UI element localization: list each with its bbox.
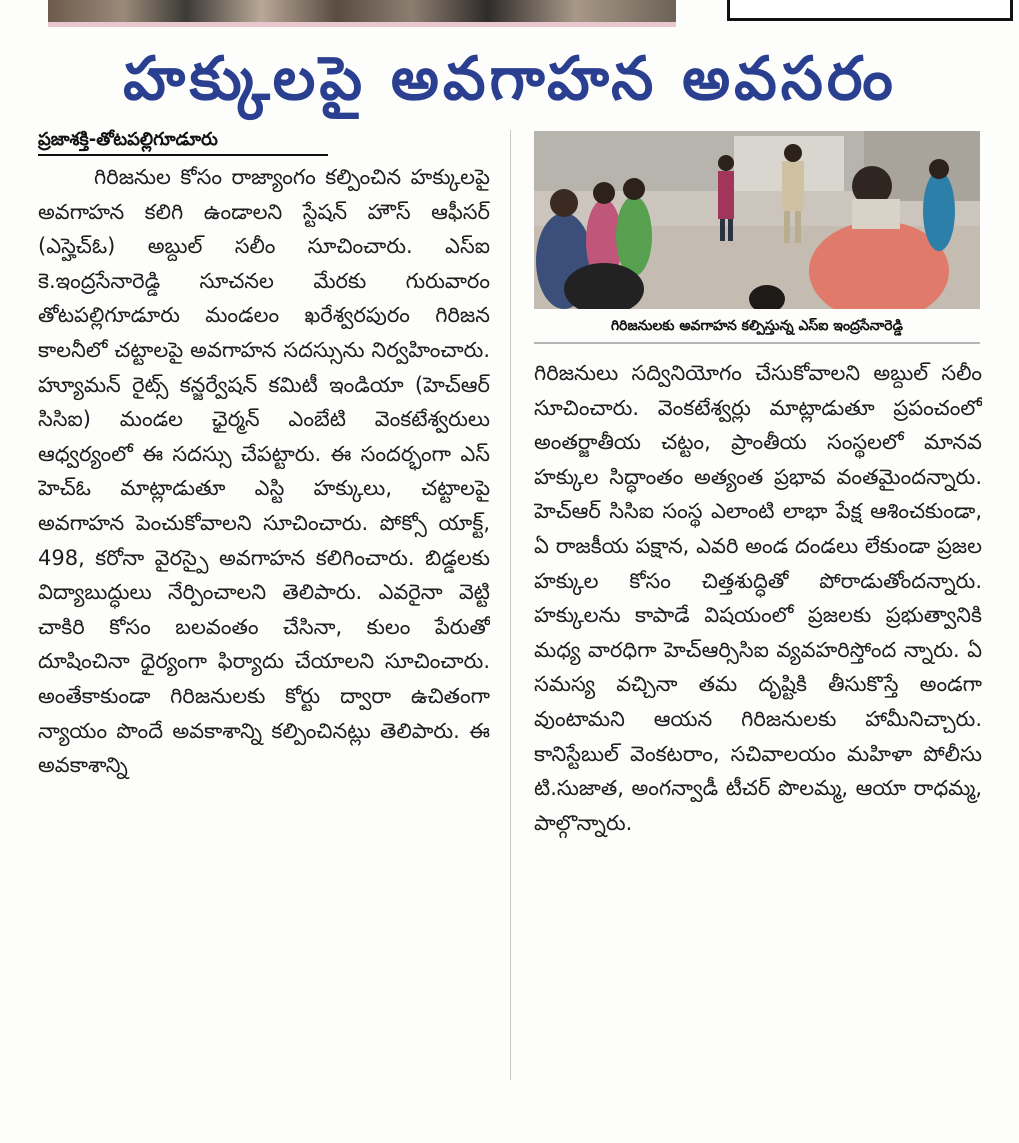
article-body-left-text: గిరిజనుల కోసం రాజ్యాంగం కల్పించిన హక్కులపై అవగాహన కలిగి ఉండాలని స్టేషన్ హౌస్ ఆఫీసర్ (ఎస్హెచ్ఓ) అబ్దుల్ సలీం సూచించారు. ఎస్ఐ కె.ఇంద్రసేనారెడ్డి సూచనల మేరకు గురువారం తోటపల్లిగూడూరు మండలం ఖరేశ్వరపురం గిరిజన కాలనీలో చట్టాలపై అవగాహన సదస్సును నిర్వహించారు. హ్యూమన్ రైట్స్ కన్జర్వేషన్ కమిటీ ఇండియా (హెచ్ఆర్ సిసిఐ) మండల ఛైర్మన్ ఎంబేటి వెంకటేశ్వరులు ఆధ్వర్యంలో ఈ సదస్సు చేపట్టారు. ఈ సందర్భంగా ఎస్ హెచ్ఓ మాట్లాడుతూ ఎస్టి హక్కులు, చట్టాలపై అవగాహన పెంచుకోవాలని సూచించారు. పోక్సో యాక్ట్, 498, కరోనా వైరస్పై అవగాహన కలిగించారు. బిడ్డలకు విద్యాబుద్ధులు నేర్పించాలని తెలిపారు. ఎవరైనా వెట్టి చాకిరి కోసం బలవంతం చేసినా, కులం పేరుతో దూషించినా ధైర్యంగా ఫిర్యాదు చేయాలని సూచించారు. అంతేకాకుండా గిరిజనులకు కోర్టు ద్వారా ఉచితంగా న్యాయం పొందే అవకాశాన్ని కల్పించినట్లు తెలిపారు. ఈ అవకాశాన్ని <box>38 165 490 778</box>
article-body-right-column <box>534 356 982 1076</box>
column-divider <box>510 130 511 1080</box>
top-cropped-photo <box>48 0 676 27</box>
photo-caption: గిరిజనులకు అవగాహన కల్పిస్తున్న ఎస్ఐ ఇంద్రసేనారెడ్డి <box>534 310 980 344</box>
article-dateline: ప్రజాశక్తి-తోటపల్లిగూడూరు <box>38 126 328 156</box>
article-photo <box>534 131 980 309</box>
top-right-bordered-box <box>727 0 1013 21</box>
photo-illustration <box>534 131 980 309</box>
article-body-left-column <box>38 160 490 1090</box>
article-body-right-text: గిరిజనులు సద్వినియోగం చేసుకోవాలని అబ్దుల్ సలీం సూచించారు. వెంకటేశ్వర్లు మాట్లాడుతూ ప్రపంచంలో అంతర్జాతీయ చట్టం, ప్రాంతీయ సంస్థలలో మానవ హక్కుల సిద్ధాంతం అత్యంత ప్రభావ వంతమైందన్నారు. హెచ్ఆర్ సిసిఐ సంస్థ ఎలాంటి లాభా పేక్ష ఆశించకుండా, ఏ రాజకీయ పక్షాన, ఎవరి అండ దండలు లేకుండా ప్రజల హక్కుల కోసం చిత్తశుద్ధితో పోరాడుతోందన్నారు. హక్కులను కాపాడే విషయంలో ప్రజలకు ప్రభుత్వానికి మధ్య వారధిగా హెచ్ఆర్సిసిఐ వ్యవహరిస్తోంద న్నారు. ఏ సమస్య వచ్చినా తమ దృష్టికి తీసుకొస్తే అండగా వుంటామని ఆయన గిరిజనులకు హామీనిచ్చారు. కానిస్టేబుల్ వెంకటరాం, సచివాలయం మహిళా పోలీసు టి.సుజాత, అంగన్వాడీ టీచర్ పొలమ్మ, ఆయా రాధమ్మ, పాల్గొన్నారు. <box>534 361 982 835</box>
article-headline: హక్కులపై అవగాహన అవసరం <box>123 44 897 114</box>
